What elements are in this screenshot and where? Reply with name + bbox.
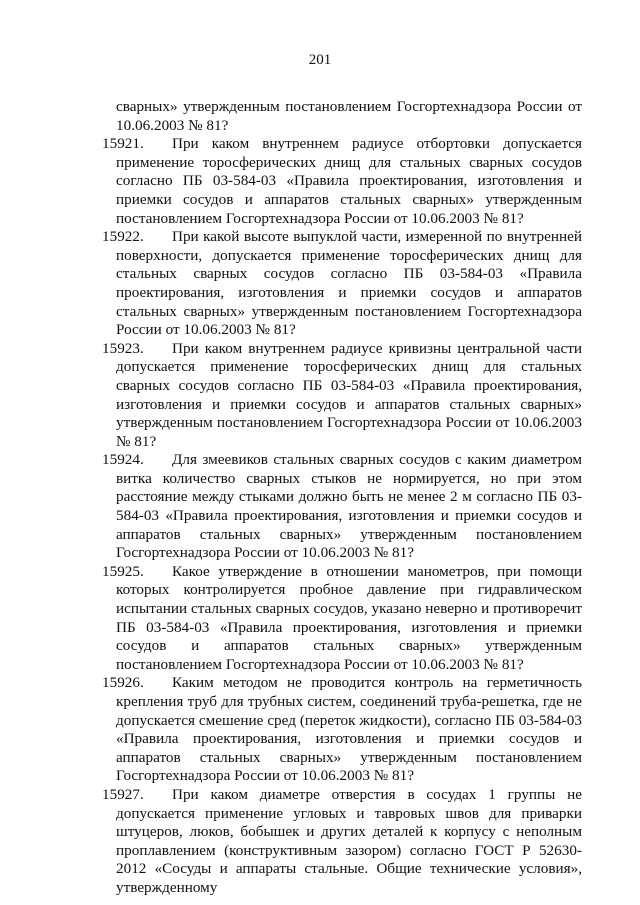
continuation-text: сварных» утвержденным постановлением Госгортехнадзора России от 10.06.2003 № 81?	[116, 98, 582, 134]
question-item	[102, 135, 582, 228]
question-item	[102, 562, 582, 675]
question-item	[102, 785, 582, 898]
question-number: 15921.	[102, 135, 144, 153]
question-item	[102, 228, 582, 340]
question-number: 15927.	[102, 785, 144, 803]
question-text: При каком внутреннем радиусе отбортовки допускается применение торосферических днищ для стальных сварных сосудов согласно ПБ 03-584-03 «Правила проектирования, изготовления и приемки сосудов и аппаратов стальных сварных» утвержденным постановлением Госгортехнадзора России от 10.06.2003 № 81?	[116, 135, 582, 227]
page-content	[102, 98, 582, 898]
question-number: 15922.	[102, 228, 144, 246]
question-text: Для змеевиков стальных сварных сосудов с каким диаметром витка количество сварных стыков не нормируется, но при этом расстояние между стыками должно быть не менее 2 м согласно ПБ 03-584-03 «Правила проектирования, изготовления и приемки сосудов и аппаратов стальных сварных» утвержденным постановлением Госгортехнадзора России от 10.06.2003 № 81?	[116, 451, 582, 562]
question-text: При каком внутреннем радиусе кривизны центральной части допускается применение торосферических днищ для стальных сварных сосудов согласно ПБ 03-584-03 «Правила проектирования, изготовления и приемки сосудов и аппаратов стальных сварных» утвержденным постановлением Госгортехнадзора России от 10.06.2003 № 81?	[116, 339, 582, 450]
question-text: При какой высоте выпуклой части, измеренной по внутренней поверхности, допускается применение торосферических днищ для стальных сварных сосудов согласно ПБ 03-584-03 «Правила проектирования, изготовления и приемки сосудов и аппаратов стальных сварных» утвержденным постановлением Госгортехнадзора России от 10.06.2003 № 81?	[116, 228, 582, 339]
question-number: 15926.	[102, 674, 144, 692]
question-number: 15925.	[102, 562, 144, 580]
page-number: 201	[308, 52, 332, 68]
question-item	[102, 674, 582, 786]
question-number: 15924.	[102, 451, 144, 469]
question-text: Каким методом не проводится контроль на герметичность крепления труб для трубных систем, соединений труба-решетка, где не допускается смешение сред (переток жидкости), согласно ПБ 03-584-03 «Правила проектирования, изготовления и приемки сосудов и аппаратов стальных сварных» утвержденным постановлением Госгортехнадзора России от 10.06.2003 № 81?	[116, 674, 582, 785]
question-text: При каком диаметре отверстия в сосудах 1 группы не допускается применение угловых и тавровых швов для приварки штуцеров, люков, бобышек и других деталей к корпусу с неполным проплавлением (конструктивным зазором) согласно ГОСТ Р 52630-2012 «Сосуды и аппараты стальные. Общие технические условия», утвержденному	[116, 785, 582, 896]
question-item	[102, 339, 582, 452]
question-text: Какое утверждение в отношении манометров, при помощи которых контролируется пробное давление при гидравлическом испытании стальных сварных сосудов, указано неверно и противоречит ПБ 03-584-03 «Правила проектирования, изготовления и приемки сосудов и аппаратов стальных сварных» утвержденным постановлением Госгортехнадзора России от 10.06.2003 № 81?	[116, 562, 582, 673]
question-item	[102, 451, 582, 563]
question-number: 15923.	[102, 339, 144, 357]
